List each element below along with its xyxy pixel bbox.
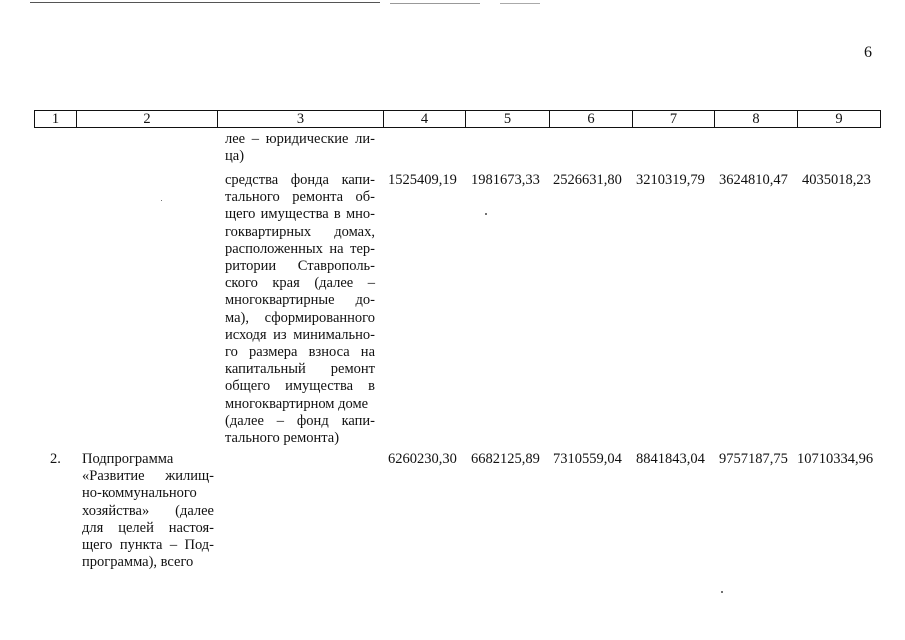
table-row-continuation-source <box>225 131 375 165</box>
source-line: лее – юридические ли- <box>225 131 375 147</box>
name-line: хозяйства» (далее <box>82 502 214 519</box>
scan-speck <box>161 200 162 201</box>
source-line: капитальный ремонт <box>225 361 375 378</box>
header-cell-2: 2 <box>77 111 218 128</box>
value-col-6: 2526631,80 <box>553 172 622 188</box>
name-line: «Развитие жилищ- <box>82 468 214 485</box>
value-col-6: 7310559,04 <box>553 451 622 467</box>
scan-artifact-line <box>500 3 540 4</box>
source-line: общего имущества в <box>225 378 375 395</box>
source-line: исходя из минимально- <box>225 326 375 343</box>
table-row-subprogram-name <box>82 451 214 571</box>
header-cell-6: 6 <box>550 111 633 128</box>
header-cell-7: 7 <box>633 111 715 128</box>
row-number: 2. <box>50 451 61 467</box>
name-line: для целей настоя- <box>82 519 214 536</box>
name-line: Подпрограмма <box>82 451 174 467</box>
header-cell-8: 8 <box>715 111 798 128</box>
name-line: программа), всего <box>82 554 194 571</box>
value-col-9: 4035018,23 <box>802 172 871 188</box>
source-line: тального ремонта об- <box>225 189 375 206</box>
value-col-9: 10710334,96 <box>797 451 874 467</box>
source-line: ма), сформированного <box>225 309 375 326</box>
source-line: го размера взноса на <box>225 344 375 361</box>
table-header-row <box>35 111 881 128</box>
source-line: щего имущества в мно- <box>225 206 375 223</box>
source-line: ритории Ставрополь- <box>225 258 375 275</box>
value-col-7: 8841843,04 <box>636 451 705 467</box>
table-header <box>34 110 881 128</box>
header-cell-9: 9 <box>798 111 881 128</box>
scan-artifact-line <box>30 2 380 3</box>
value-col-8: 3624810,47 <box>719 172 788 188</box>
source-line: многоквартирном доме <box>225 395 369 412</box>
value-col-8: 9757187,75 <box>719 451 788 467</box>
source-line: (далее – фонд капи- <box>225 412 375 429</box>
header-cell-1: 1 <box>35 111 77 128</box>
source-line: ского края (далее – <box>225 275 375 292</box>
scan-speck <box>721 591 723 593</box>
table-row-capital-repair-source <box>225 172 375 447</box>
source-line: расположенных на тер- <box>225 240 375 257</box>
name-line: щего пункта – Под- <box>82 537 214 554</box>
value-col-7: 3210319,79 <box>636 172 705 188</box>
value-col-4: 6260230,30 <box>388 451 457 467</box>
header-cell-3: 3 <box>218 111 384 128</box>
source-line: средства фонда капи- <box>225 172 375 188</box>
source-line: гоквартирных домах, <box>225 223 375 240</box>
header-cell-4: 4 <box>384 111 466 128</box>
value-col-5: 6682125,89 <box>471 451 540 467</box>
source-line: многоквартирные до- <box>225 292 375 309</box>
source-line: тального ремонта) <box>225 430 340 447</box>
header-cell-5: 5 <box>466 111 550 128</box>
source-line: ца) <box>225 148 245 165</box>
scan-speck <box>485 213 487 215</box>
value-col-5: 1981673,33 <box>471 172 540 188</box>
page-number: 6 <box>864 44 872 61</box>
name-line: но-коммунального <box>82 485 197 502</box>
scan-artifact-line <box>390 3 480 4</box>
value-col-4: 1525409,19 <box>388 172 457 188</box>
